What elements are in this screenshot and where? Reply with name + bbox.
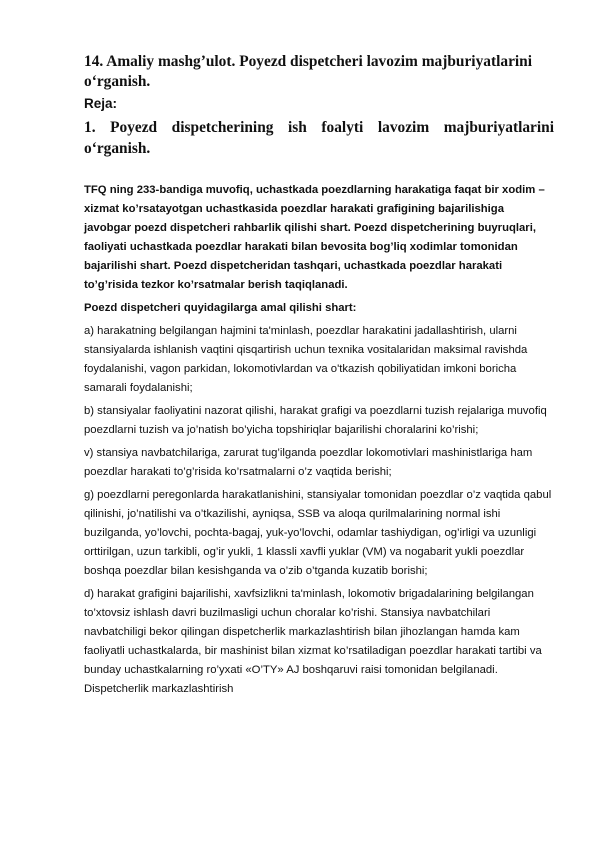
duty-item-b: b) stansiyalar faoliyatini nazorat qilishi, harakat grafigi va poezdlarni tuzish rejalariga muvofiq poezdlarni tuzish va jo’natish bo’yicha topshiriqlar bajarilishi choralarini ko’rishi;: [84, 405, 547, 436]
document-title: 14. Amaliy mashg’ulot. Poyezd dispetcheri lavozim majburiyatlarini o‘rganish.: [84, 53, 533, 90]
duty-item-v: v) stansiya navbatchilariga, zarurat tug’ilganda poezdlar lokomotivlari mashinistlariga ham poezdlar harakati to’g’risida ko’rsatmalarni o’z vaqtida berishi;: [84, 447, 533, 478]
duty-item-d: d) harakat grafigini bajarilishi, xavfsizlikni ta'minlash, lokomotiv brigadalarining belgilangan to’xtovsiz ishlash davri buzilmasligi uchun choralar ko’rishi. Stansiya navbatchilari navbatchiligi bekor qilingan dispetcherlik markazlashtirish bilan jihozlangan hamda kam faoliyatli uchastkalarda, bir mashinist bilan xizmat ko’rsatiladigan poezdlar harakati tartibi va bunday uchastkalarning ro’yxati «O’TY» AJ boshqaruvi raisi tomonidan belgilanadi. Dispetcherlik markazlashtirish: [84, 588, 542, 695]
duty-item-g: g) poezdlarni peregonlarda harakatlanishini, stansiyalar tomonidan poezdlar o’z vaqtida qabul qilinishi, jo’natilishi va o’tkazilishi, ayniqsa, SSB va aloqa qurilmalarining normal ishi buzilganda, yo’lovchi, pochta-bagaj, yuk-yo’lovchi, odamlar tashiydigan, og’irligi va uzunligi orttirilgan, uzun tarkibli, og’ir yukli, 1 klassli xavfli yuklar (VM) va nogabarit yukli poezdlar boshqa poezdlar bilan kesishganda va o’zib o’tganda kuzatib borishi;: [84, 489, 552, 577]
duty-item-a: a) harakatning belgilangan hajmini ta'minlash, poezdlar harakatini jadallashtirish, ularni stansiyalarda ishlanish vaqtini qisqartirish uchun texnika vositalaridan maksimal ravishda foydalanishi, vagon parkidan, lokomotivlardan va o'tkazish qobiliyatidan imkoni boricha samarali foydalanishi;: [84, 325, 528, 394]
document-body: [84, 52, 554, 703]
intro-paragraph: TFQ ning 233-bandiga muvofiq, uchastkada poezdlarning harakatiga faqat bir xodim – xizmat ko’rsatayotgan uchastkasida poezdlar harakati grafigining bajarilishiga javobgar poezd dispetcheri rahbarlik qilishi shart. Poezd dispetcherining buyruqlari, faoliyati uchastkada poezdlar harakati bilan bevosita bog’liq xodimlar tomonidan bajarilishi shart. Poezd dispetcheridan tashqari, uchastkada poezdlar harakati to’g’risida tezkor ko’rsatmalar berish taqiqlanadi.: [84, 184, 545, 291]
plan-label: Reja:: [84, 96, 118, 111]
plan-item: 1. Poyezd dispetcherining ish foalyti lavozim majburiyatlarini o‘rganish.: [84, 119, 554, 157]
duties-intro: Poezd dispetcheri quyidagilarga amal qilishi shart:: [84, 302, 357, 314]
